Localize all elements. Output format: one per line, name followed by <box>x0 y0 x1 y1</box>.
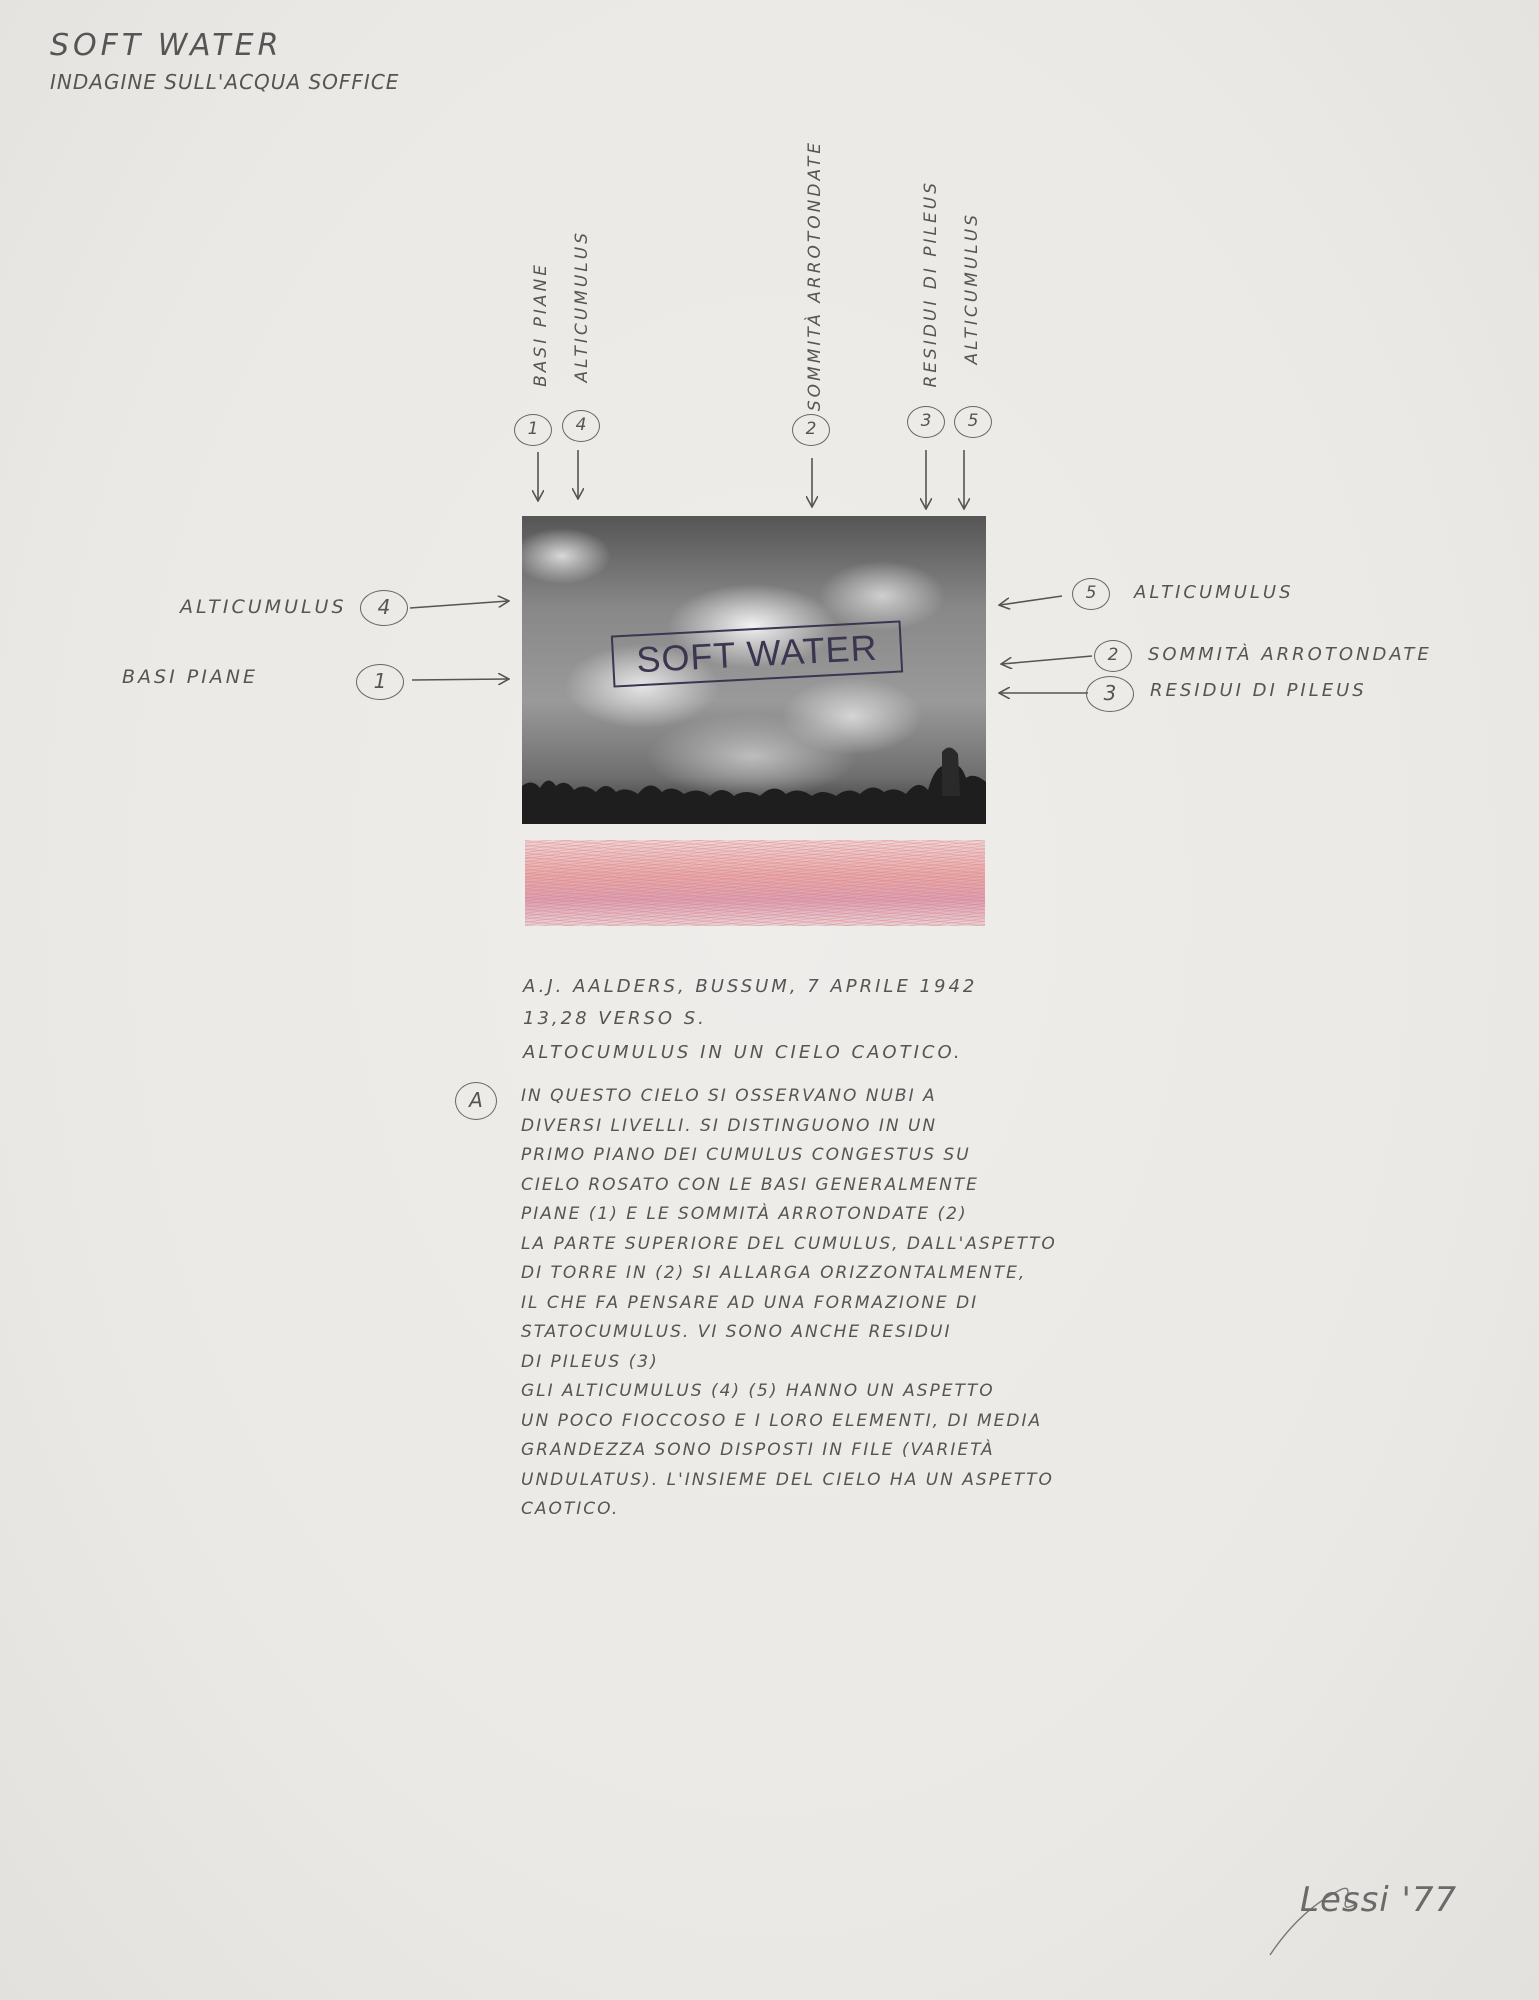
note-line: DIVERSI LIVELLI. SI DISTINGUONO IN UN <box>521 1115 938 1136</box>
note-line: GRANDEZZA SONO DISPOSTI IN FILE (VARIETÀ <box>521 1440 995 1460</box>
right-marker-5: 5 <box>1072 578 1110 610</box>
top-label-alticumulus-4: ALTICUMULUS <box>572 230 592 383</box>
note-line: DI TORRE IN (2) SI ALLARGA ORIZZONTALMENTE, <box>521 1263 1027 1283</box>
top-label-sommita-arrotondate: SOMMITÀ ARROTONDATE <box>805 140 825 412</box>
top-marker-3: 3 <box>907 406 945 438</box>
top-label-alticumulus-5: ALTICUMULUS <box>962 212 982 365</box>
caption-line-1: A.J. AALDERS, BUSSUM, 7 APRILE 1942 <box>523 976 978 997</box>
note-marker-a: A <box>455 1082 497 1120</box>
left-marker-4: 4 <box>360 590 408 626</box>
soft-water-stamp: SOFT WATER <box>611 620 903 687</box>
top-marker-1: 1 <box>514 414 552 446</box>
note-line: GLI ALTICUMULUS (4) (5) HANNO UN ASPETTO <box>521 1381 995 1401</box>
top-label-residui-di-pileus: RESIDUI DI PILEUS <box>921 180 941 388</box>
note-line: PRIMO PIANO DEI CUMULUS CONGESTUS SU <box>521 1145 971 1165</box>
right-marker-3: 3 <box>1086 676 1134 712</box>
note-line: PIANE (1) E LE SOMMITÀ ARROTONDATE (2) <box>521 1204 968 1224</box>
left-marker-1: 1 <box>356 664 404 700</box>
right-label-alticumulus: ALTICUMULUS <box>1134 582 1294 603</box>
caption-line-2: 13,28 VERSO S. <box>523 1008 707 1029</box>
top-marker-2: 2 <box>792 414 830 446</box>
caption-line-3: ALTOCUMULUS IN UN CIELO CAOTICO. <box>523 1042 963 1063</box>
note-line: LA PARTE SUPERIORE DEL CUMULUS, DALL'ASPETTO <box>521 1233 1057 1254</box>
note-line: UN POCO FIOCCOSO E I LORO ELEMENTI, DI MEDIA <box>521 1410 1043 1431</box>
artwork-subtitle: INDAGINE SULL'ACQUA SOFFICE <box>50 70 400 94</box>
right-marker-2: 2 <box>1094 640 1132 672</box>
left-label-basi-piane: BASI PIANE <box>122 666 259 688</box>
artist-signature: Lessi '77 <box>1300 1880 1458 1920</box>
left-label-alticumulus: ALTICUMULUS <box>180 596 347 618</box>
note-line: IN QUESTO CIELO SI OSSERVANO NUBI A <box>521 1086 937 1106</box>
top-marker-5: 5 <box>954 406 992 438</box>
note-line: DI PILEUS (3) <box>521 1351 659 1372</box>
artwork-title: SOFT WATER <box>50 28 283 63</box>
right-label-residui-di-pileus: RESIDUI DI PILEUS <box>1150 680 1367 701</box>
note-line: UNDULATUS). L'INSIEME DEL CIELO HA UN ASPETTO <box>521 1469 1054 1490</box>
note-line: CAOTICO. <box>521 1499 620 1519</box>
note-line: CIELO ROSATO CON LE BASI GENERALMENTE <box>521 1174 979 1195</box>
top-marker-4: 4 <box>562 410 600 442</box>
note-line: STATOCUMULUS. VI SONO ANCHE RESIDUI <box>521 1322 952 1342</box>
right-label-sommita-arrotondate: SOMMITÀ ARROTONDATE <box>1148 644 1432 665</box>
note-line: IL CHE FA PENSARE AD UNA FORMAZIONE DI <box>521 1292 979 1313</box>
top-label-basi-piane: BASI PIANE <box>531 262 551 387</box>
